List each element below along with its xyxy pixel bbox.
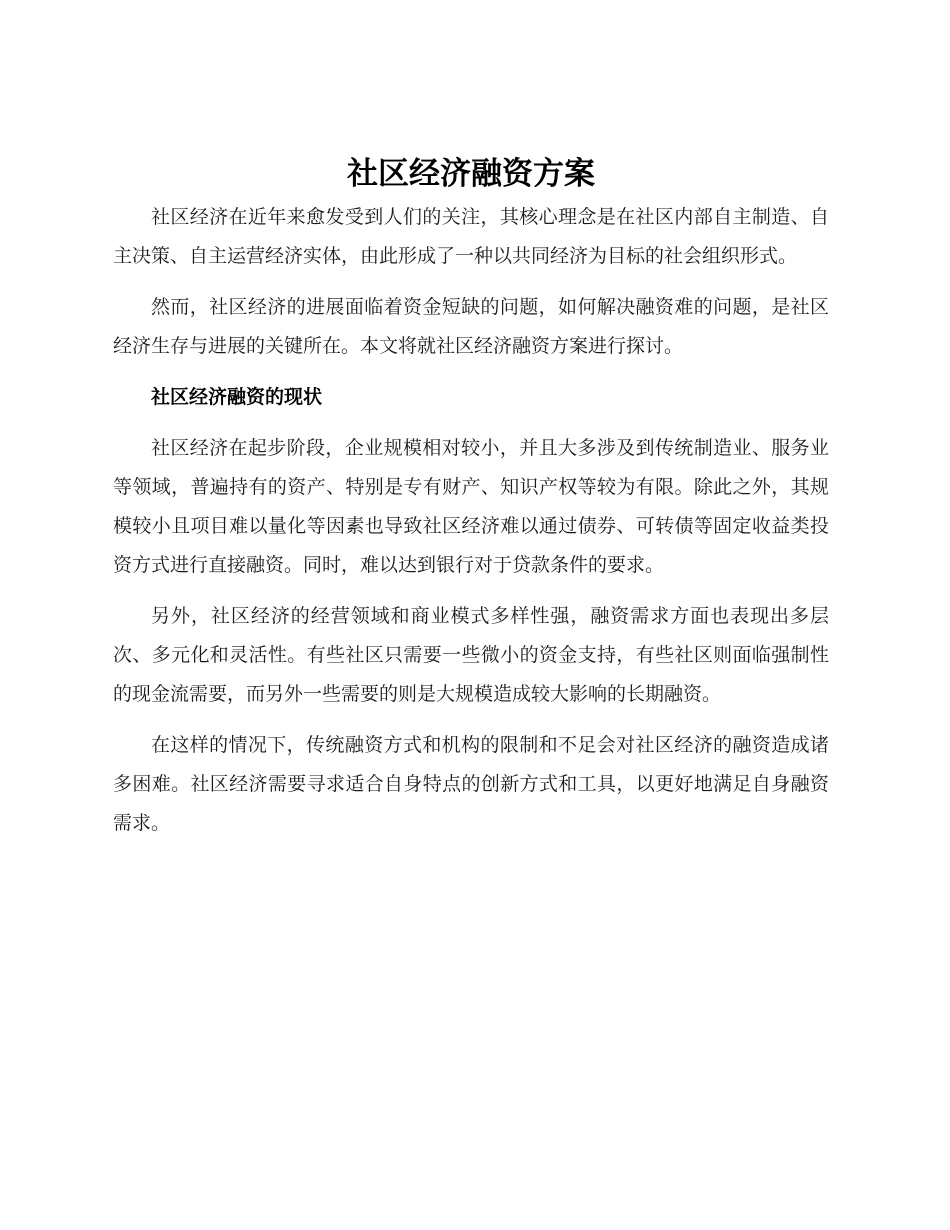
section-paragraph-1: 社区经济在起步阶段，企业规模相对较小，并且大多涉及到传统制造业、服务业等领域，普遍持有的资产、特别是专有财产、知识产权等较为有限。除此之外，其规模较小且项目难以量化等因素也导致社区经济难以通过债券、可转债等固定收益类投资方式进行直接融资。同时，难以达到银行对于贷款条件的要求。	[113, 437, 829, 576]
document-body	[113, 150, 829, 855]
document-title: 社区经济融资方案	[347, 156, 595, 192]
intro-paragraph-2: 然而，社区经济的进展面临着资金短缺的问题，如何解决融资难的问题，是社区经济生存与进展的关键所在。本文将就社区经济融资方案进行探讨。	[113, 296, 829, 357]
section-heading: 社区经济融资的现状	[151, 386, 323, 408]
section-paragraph-3: 在这样的情况下，传统融资方式和机构的限制和不足会对社区经济的融资造成诸多困难。社区经济需要寻求适合自身特点的创新方式和工具，以更好地满足自身融资需求。	[113, 734, 829, 834]
intro-paragraph-1: 社区经济在近年来愈发受到人们的关注，其核心理念是在社区内部自主制造、自主决策、自主运营经济实体，由此形成了一种以共同经济为目标的社会组织形式。	[113, 206, 829, 267]
section-paragraph-2: 另外，社区经济的经营领域和商业模式多样性强，融资需求方面也表现出多层次、多元化和灵活性。有些社区只需要一些微小的资金支持，有些社区则面临强制性的现金流需要，而另外一些需要的则是大规模造成较大影响的长期融资。	[113, 605, 829, 705]
